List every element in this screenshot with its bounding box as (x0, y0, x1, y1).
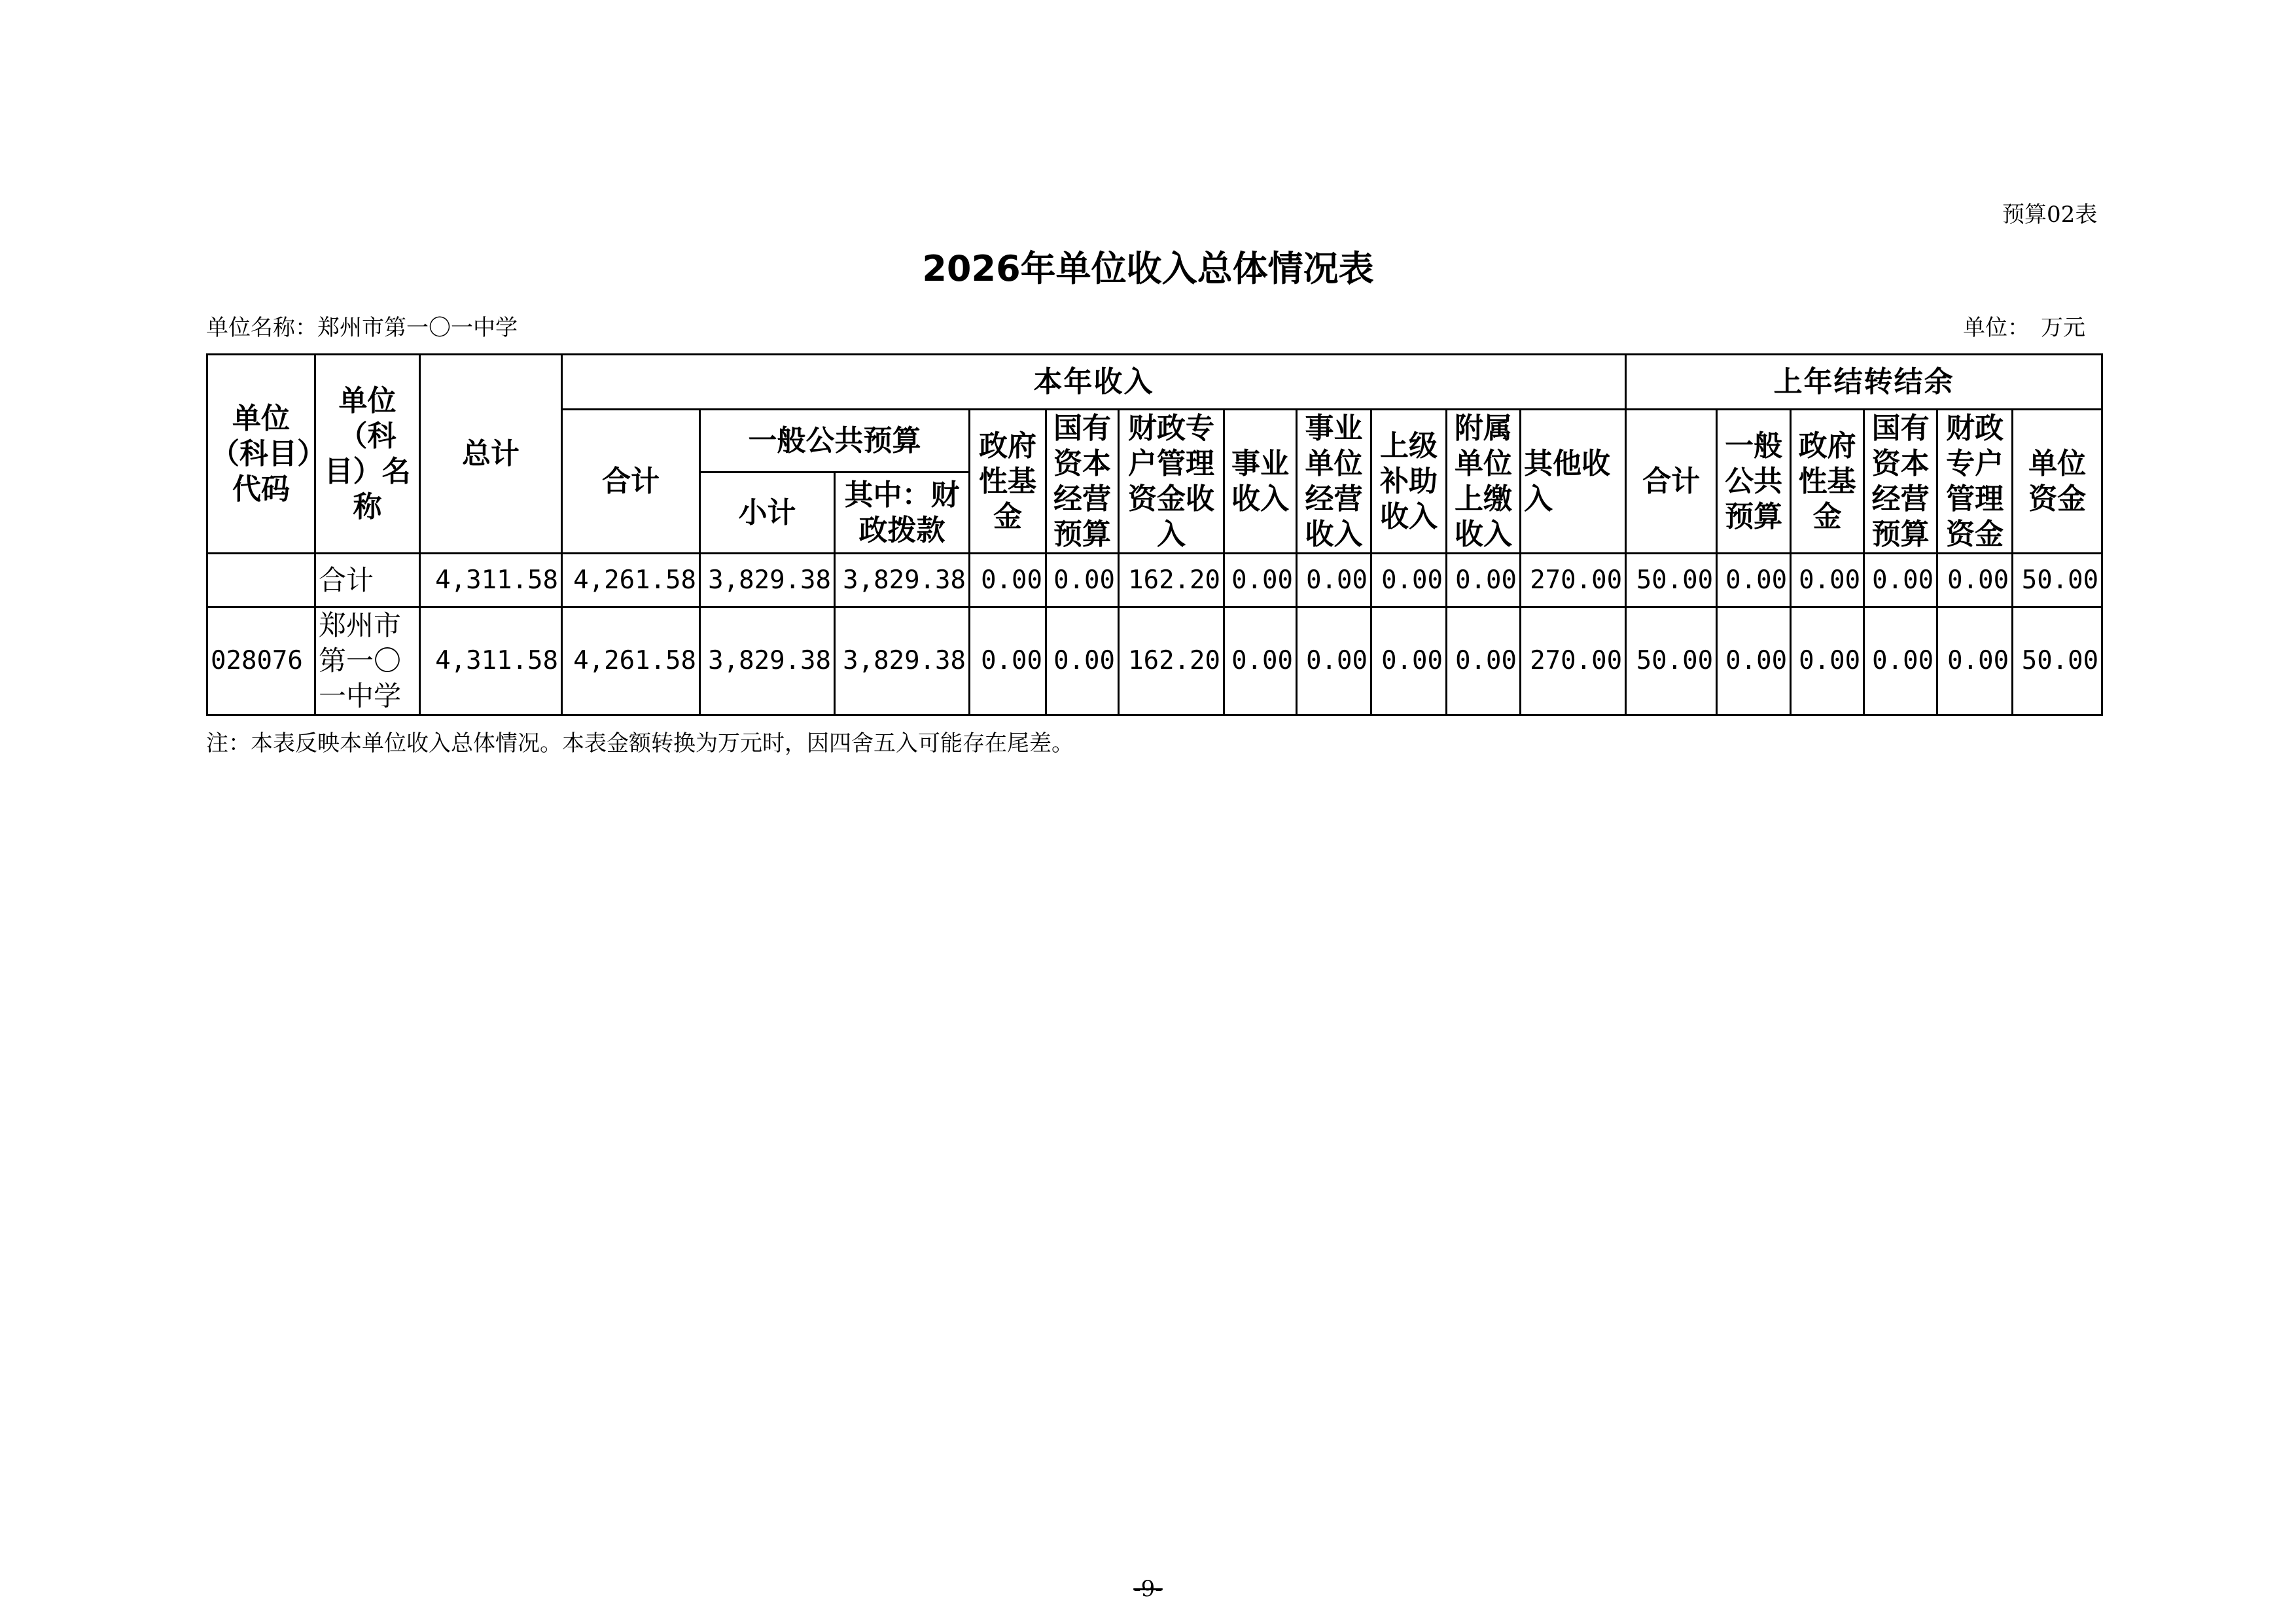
cell-gpb-fiscal-allocation: 3,829.38 (835, 607, 970, 715)
header-total: 总计 (420, 355, 562, 554)
cell-total: 4,311.58 (420, 607, 562, 715)
cell-carryover-subtotal: 50.00 (1626, 554, 1717, 607)
cell-carryover-state-capital: 0.00 (1864, 607, 1937, 715)
cell-state-capital: 0.00 (1046, 607, 1119, 715)
cell-gpb-fiscal-allocation: 3,829.38 (835, 554, 970, 607)
cell-gpb-subtotal: 3,829.38 (700, 607, 835, 715)
page-title: 2026年单位收入总体情况表 (922, 248, 1374, 289)
header-business-unit-operating: 事业单位经营收入 (1297, 410, 1371, 554)
header-state-capital: 国有资本经营预算 (1046, 410, 1119, 554)
currency-unit: 单位： 万元 (1963, 315, 2085, 341)
header-current-year-income: 本年收入 (562, 355, 1626, 410)
table-row (207, 607, 2102, 715)
cell-affiliated-unit: 0.00 (1447, 607, 1521, 715)
header-fiscal-special: 财政专户管理资金收入 (1119, 410, 1224, 554)
cell-superior-subsidy: 0.00 (1371, 607, 1447, 715)
table-code: 预算02表 (2002, 202, 2098, 228)
header-unit-name: 单位（科目）名称 (315, 355, 420, 554)
row-code (207, 554, 315, 607)
cell-affiliated-unit: 0.00 (1447, 554, 1521, 607)
cell-business-unit-operating: 0.00 (1297, 554, 1371, 607)
cell-business-unit-operating: 0.00 (1297, 607, 1371, 715)
header-carryover-subtotal: 合计 (1626, 410, 1717, 554)
cell-carryover-subtotal: 50.00 (1626, 607, 1717, 715)
income-summary-table (206, 353, 2103, 716)
cell-fiscal-special: 162.20 (1119, 607, 1224, 715)
cell-carryover-unit-funds: 50.00 (2013, 554, 2102, 607)
header-affiliated-unit: 附属单位上缴收入 (1447, 410, 1521, 554)
cell-total: 4,311.58 (420, 554, 562, 607)
cell-fiscal-special: 162.20 (1119, 554, 1224, 607)
cell-carryover-general-public: 0.00 (1717, 607, 1791, 715)
cell-carryover-fiscal-special: 0.00 (1937, 607, 2013, 715)
cell-carryover-fiscal-special: 0.00 (1937, 554, 2013, 607)
cell-income-subtotal: 4,261.58 (562, 554, 700, 607)
header-business-income: 事业收入 (1224, 410, 1297, 554)
header-carryover-unit-funds: 单位资金 (2013, 410, 2102, 554)
header-carryover: 上年结转结余 (1626, 355, 2102, 410)
header-superior-subsidy: 上级补助收入 (1371, 410, 1447, 554)
table-note: 注：本表反映本单位收入总体情况。本表金额转换为万元时，因四舍五入可能存在尾差。 (206, 730, 1074, 757)
cell-carryover-state-capital: 0.00 (1864, 554, 1937, 607)
cell-state-capital: 0.00 (1046, 554, 1119, 607)
cell-carryover-unit-funds: 50.00 (2013, 607, 2102, 715)
header-gpb-fiscal-allocation: 其中：财政拨款 (835, 473, 970, 554)
header-unit-code: 单位（科目）代码 (207, 355, 315, 554)
row-name: 郑州市第一〇一中学 (315, 607, 420, 715)
cell-gov-fund: 0.00 (970, 554, 1046, 607)
header-carryover-fiscal-special: 财政专户管理资金 (1937, 410, 2013, 554)
cell-other-income: 270.00 (1521, 554, 1626, 607)
cell-gov-fund: 0.00 (970, 607, 1046, 715)
header-general-public-budget: 一般公共预算 (700, 410, 970, 473)
cell-other-income: 270.00 (1521, 607, 1626, 715)
cell-income-subtotal: 4,261.58 (562, 607, 700, 715)
cell-business-income: 0.00 (1224, 607, 1297, 715)
header-other-income: 其他收入 (1521, 410, 1626, 554)
header-gpb-subtotal: 小计 (700, 473, 835, 554)
cell-carryover-gov-fund: 0.00 (1791, 607, 1864, 715)
cell-business-income: 0.00 (1224, 554, 1297, 607)
cell-superior-subsidy: 0.00 (1371, 554, 1447, 607)
header-carryover-state-capital: 国有资本经营预算 (1864, 410, 1937, 554)
cell-gpb-subtotal: 3,829.38 (700, 554, 835, 607)
cell-carryover-gov-fund: 0.00 (1791, 554, 1864, 607)
cell-carryover-general-public: 0.00 (1717, 554, 1791, 607)
row-code: 028076 (207, 607, 315, 715)
header-carryover-gov-fund: 政府性基金 (1791, 410, 1864, 554)
row-name: 合计 (315, 554, 420, 607)
table-row (207, 554, 2102, 607)
unit-name: 单位名称：郑州市第一〇一中学 (206, 315, 518, 341)
header-carryover-general-public: 一般公共预算 (1717, 410, 1791, 554)
header-gov-fund: 政府性基金 (970, 410, 1046, 554)
page-number: -9- (1133, 1576, 1163, 1602)
header-income-subtotal: 合计 (562, 410, 700, 554)
